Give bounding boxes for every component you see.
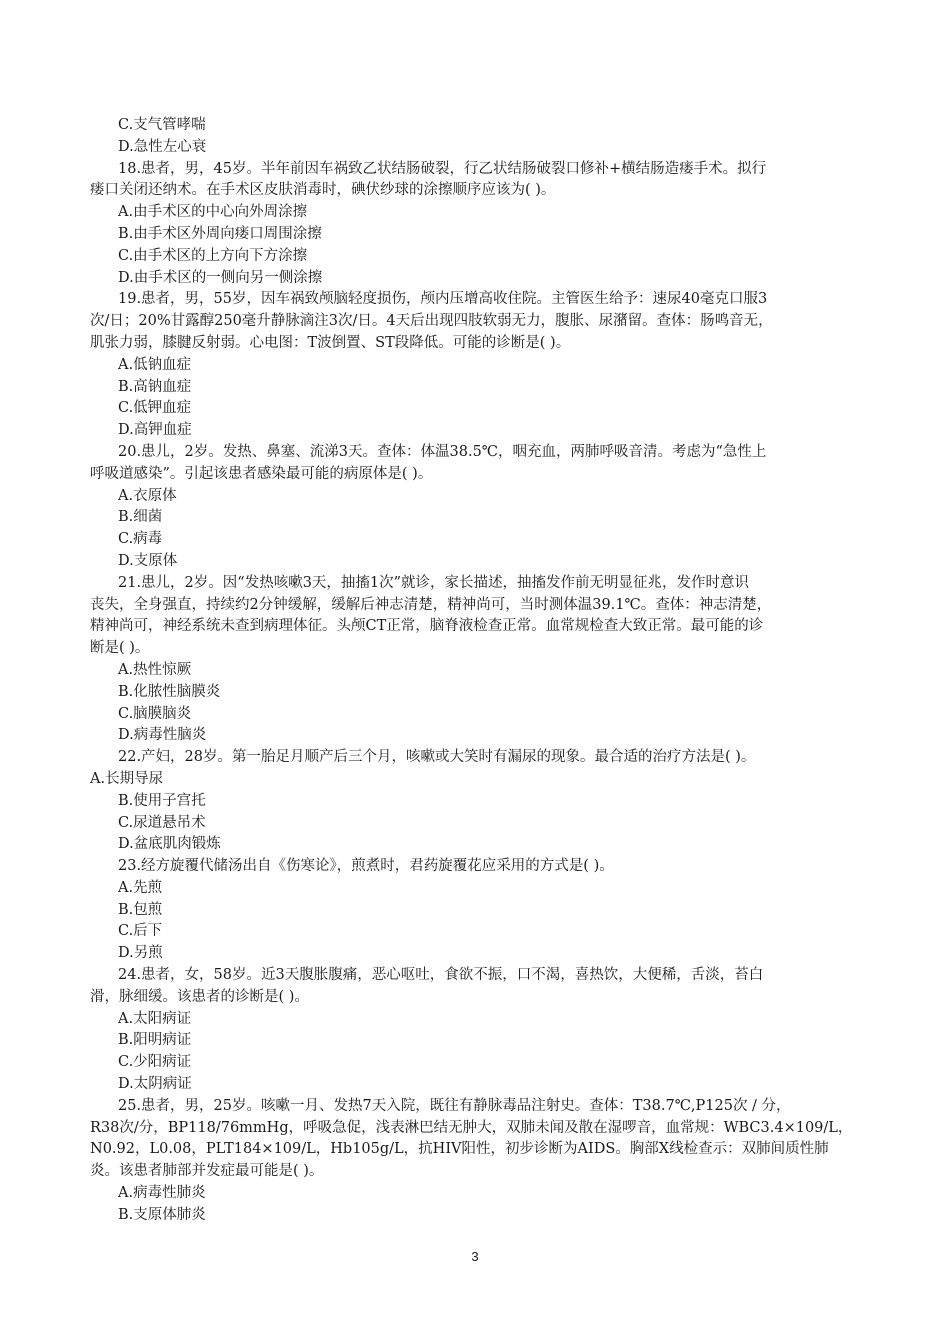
- answer-option: D.太阴病证: [118, 1076, 192, 1093]
- answer-option: B.包煎: [118, 901, 163, 918]
- answer-option: D.病毒性脑炎: [118, 727, 207, 744]
- answer-option: D.高钾血症: [118, 422, 192, 439]
- answer-option: C.脑膜脑炎: [118, 705, 192, 722]
- answer-option: A.先煎: [118, 879, 163, 896]
- question-stem-continuation: R38次/分，BP118/76mmHg，呼吸急促，浅表淋巴结无肿大，双肺未闻及散在湿啰音，血常规：WBC3.4×109/L，: [90, 1119, 853, 1136]
- question-stem-continuation: 精神尚可，神经系统未查到病理体征。头颅CT正常，脑脊液检查正常。血常规检查大致正常。最可能的诊: [90, 618, 764, 635]
- question-stem-continuation: 丧失，全身强直，持续约2分钟缓解，缓解后神志清楚，精神尚可，当时测体温39.1℃。查体：神志清楚，: [90, 596, 772, 613]
- question-stem-continuation: 肌张力弱，膝腱反射弱。心电图：T波倒置、ST段降低。可能的诊断是( )。: [90, 334, 571, 351]
- answer-option: A.由手术区的中心向外周涂擦: [118, 204, 308, 221]
- answer-option: D.支原体: [118, 552, 178, 569]
- question-stem: 22.产妇，28岁。第一胎足月顺产后三个月，咳嗽或大笑时有漏尿的现象。最合适的治疗方法是( )。: [118, 749, 756, 766]
- question-stem: 20.患儿，2岁。发热、鼻塞、流涕3天。查体：体温38.5℃，咽充血，两肺呼吸音清。考虑为“急性上: [118, 443, 767, 460]
- question-stem: 18.患者，男，45岁。半年前因车祸致乙状结肠破裂，行乙状结肠破裂口修补+横结肠造瘘手术。拟行: [118, 160, 767, 177]
- question-stem-continuation: 呼吸道感染”。引起该患者感染最可能的病原体是( )。: [90, 465, 433, 482]
- question-stem: 25.患者，男，25岁。咳嗽一月、发热7天入院，既往有静脉毒品注射史。查体：T38.7℃,P125次 / 分，: [118, 1097, 791, 1114]
- answer-option: A.低钠血症: [118, 356, 192, 373]
- question-stem: 19.患者，男，55岁，因车祸致颅脑轻度损伤，颅内压增高收住院。主管医生给予：速尿40毫克口服3: [118, 291, 768, 308]
- answer-option: D.另煎: [118, 945, 163, 962]
- question-stem-continuation: 炎。该患者肺部并发症最可能是( )。: [90, 1163, 324, 1180]
- question-text-body: [90, 115, 864, 1227]
- answer-option: B.阳明病证: [118, 1032, 192, 1049]
- answer-option: B.使用子宫托: [118, 792, 206, 809]
- question-stem-continuation: 次/日；20%甘露醇250毫升静脉滴注3次/日。4天后出现四肢软弱无力，腹胀、尿潴留。查体：肠鸣音无，: [90, 313, 773, 330]
- answer-option: A.病毒性肺炎: [118, 1185, 206, 1202]
- answer-option: A.衣原体: [118, 487, 177, 504]
- question-stem-continuation: N0.92，L0.08，PLT184×109/L，Hb105g/L，抗HIV阳性，初步诊断为AIDS。胸部X线检查示：双肺间质性肺: [90, 1141, 829, 1158]
- answer-option: C.少阳病证: [118, 1054, 192, 1071]
- answer-option: B.高钠血症: [118, 378, 192, 395]
- answer-option: C.由手术区的上方向下方涂擦: [118, 247, 308, 264]
- answer-option: A.太阳病证: [118, 1010, 192, 1027]
- question-stem-continuation: 滑，脉细缓。该患者的诊断是( )。: [90, 988, 309, 1005]
- answer-option: A.热性惊厥: [118, 661, 192, 678]
- question-stem-continuation: A.长期导尿: [90, 770, 164, 787]
- answer-option: C.尿道悬吊术: [118, 814, 206, 831]
- answer-option: C.病毒: [118, 531, 163, 548]
- answer-option: C.支气管哮喘: [118, 117, 206, 133]
- answer-option: B.细菌: [118, 509, 163, 526]
- answer-option: C.低钾血症: [118, 400, 192, 417]
- answer-option: B.由手术区外周向瘘口周围涂擦: [118, 225, 322, 242]
- answer-option: B.化脓性脑膜炎: [118, 683, 221, 700]
- question-stem: 23.经方旋覆代储汤出自《伤寒论》，煎煮时，君药旋覆花应采用的方式是( )。: [118, 858, 614, 875]
- question-stem: 21.患儿，2岁。因“发热咳嗽3天，抽搐1次”就诊，家长描述，抽搐发作前无明显征兆，发作时意识: [118, 574, 750, 591]
- answer-option: D.急性左心衰: [118, 138, 207, 155]
- answer-option: D.由手术区的一侧向另一侧涂擦: [118, 269, 323, 286]
- answer-option: C.后下: [118, 923, 163, 940]
- question-stem-continuation: 瘘口关闭还纳术。在手术区皮肤消毒时，碘伏纱球的涂擦顺序应该为( )。: [90, 182, 556, 199]
- question-stem-continuation: 断是( )。: [90, 640, 150, 657]
- answer-option: D.盆底肌肉锻炼: [118, 836, 221, 853]
- page-number: 3: [471, 1249, 479, 1264]
- question-stem: 24.患者，女，58岁。近3天腹胀腹痛，恶心呕吐，食欲不振，口不渴，喜热饮，大便稀，舌淡，苔白: [118, 967, 764, 984]
- answer-option: B.支原体肺炎: [118, 1206, 206, 1223]
